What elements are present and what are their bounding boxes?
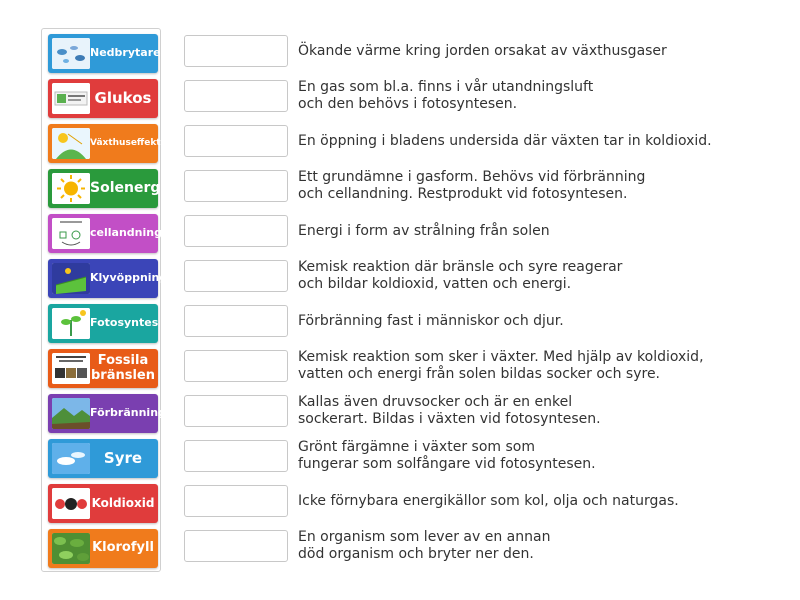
description-line: Kallas även druvsocker och är en enkel: [298, 394, 573, 410]
description-text: [298, 259, 778, 293]
description-text: [298, 439, 778, 473]
term-tile[interactable]: [48, 484, 158, 523]
description-line: Förbränning fast i människor och djur.: [298, 312, 564, 329]
term-label: Förbränning: [90, 406, 166, 420]
term-tile[interactable]: [48, 34, 161, 73]
term-label: Syre: [103, 449, 143, 468]
term-label: Koldioxid: [91, 495, 155, 510]
term-tile[interactable]: [48, 394, 166, 433]
sun-earth-icon: [52, 128, 90, 159]
description-line: Kemisk reaktion där bränsle och syre reagerar: [298, 259, 623, 275]
term-label: Glukos: [94, 89, 152, 108]
term-tile[interactable]: [48, 124, 161, 163]
answer-slot[interactable]: [184, 215, 288, 247]
leaves-icon: [52, 533, 90, 564]
answer-slot[interactable]: [184, 440, 288, 472]
answer-slot[interactable]: [184, 35, 288, 67]
answer-slot[interactable]: [184, 80, 288, 112]
description-text: [298, 313, 778, 330]
bacteria-icon: [52, 38, 90, 69]
description-line: sockerart. Bildas i växten vid fotosyntesen.: [298, 411, 601, 427]
answer-slot[interactable]: [184, 530, 288, 562]
description-text: [298, 169, 778, 203]
term-tile[interactable]: [48, 79, 158, 118]
tile-tray: [41, 28, 168, 572]
term-label: cellandning: [90, 226, 162, 240]
sun-icon: [52, 173, 90, 204]
description-text: [298, 79, 778, 113]
term-label: Fotosyntes: [90, 316, 159, 330]
description-text: [298, 394, 778, 428]
term-label: Klorofyll: [92, 540, 154, 556]
fossil-fuels-icon: [52, 353, 90, 384]
description-text: [298, 133, 778, 150]
answer-slot[interactable]: [184, 125, 288, 157]
answer-slot[interactable]: [184, 485, 288, 517]
description-text: [298, 43, 778, 60]
landscape-icon: [52, 398, 90, 429]
description-line: och den behövs i fotosyntesen.: [298, 96, 518, 112]
plant-diagram-icon: [52, 308, 90, 339]
answer-slot[interactable]: [184, 395, 288, 427]
leaf-cross-section-icon: [52, 263, 90, 294]
description-text: [298, 349, 778, 383]
term-tile[interactable]: [48, 169, 166, 208]
term-tile[interactable]: [48, 259, 168, 298]
description-line: En gas som bl.a. finns i vår utandningsluft: [298, 79, 594, 95]
cell-diagram-icon: [52, 218, 90, 249]
term-label: Klyvöppning: [90, 271, 168, 285]
answer-slot[interactable]: [184, 305, 288, 337]
description-line: och bildar koldioxid, vatten och energi.: [298, 276, 572, 292]
term-label: Fossila bränslen: [90, 353, 155, 383]
description-line: Icke förnybara energikällor som kol, olja och naturgas.: [298, 492, 679, 509]
term-tile[interactable]: [48, 439, 158, 478]
description-line: och cellandning. Restprodukt vid fotosyntesen.: [298, 186, 628, 202]
description-line: Kemisk reaktion som sker i växter. Med hjälp av koldioxid,: [298, 349, 704, 365]
term-tile[interactable]: [48, 349, 158, 388]
molecule-icon: [52, 488, 90, 519]
description-line: En öppning i bladens undersida där växten tar in koldioxid.: [298, 132, 712, 149]
term-tile[interactable]: [48, 214, 162, 253]
sky-icon: [52, 443, 90, 474]
term-label: Solenergi: [90, 179, 166, 196]
description-text: [298, 223, 778, 240]
answer-slot[interactable]: [184, 260, 288, 292]
description-line: vatten och energi från solen bildas socker och syre.: [298, 366, 661, 382]
description-text: [298, 493, 778, 510]
description-line: död organism och bryter ner den.: [298, 546, 534, 562]
description-line: Energi i form av strålning från solen: [298, 222, 550, 239]
description-line: Ökande värme kring jorden orsakat av växthusgaser: [298, 42, 667, 59]
term-label: Växthuseffekt: [90, 137, 161, 148]
term-tile[interactable]: [48, 304, 158, 343]
description-line: Grönt färgämne i växter som som: [298, 439, 535, 455]
answer-slot[interactable]: [184, 350, 288, 382]
description-line: Ett grundämne i gasform. Behövs vid förbränning: [298, 169, 646, 185]
answer-slot[interactable]: [184, 170, 288, 202]
description-text: [298, 529, 778, 563]
chemical-label-icon: [52, 83, 90, 114]
term-label: Nedbrytare: [90, 46, 161, 60]
description-line: fungerar som solfångare vid fotosyntesen.: [298, 456, 596, 472]
term-tile[interactable]: [48, 529, 158, 568]
description-line: En organism som lever av en annan: [298, 529, 551, 545]
